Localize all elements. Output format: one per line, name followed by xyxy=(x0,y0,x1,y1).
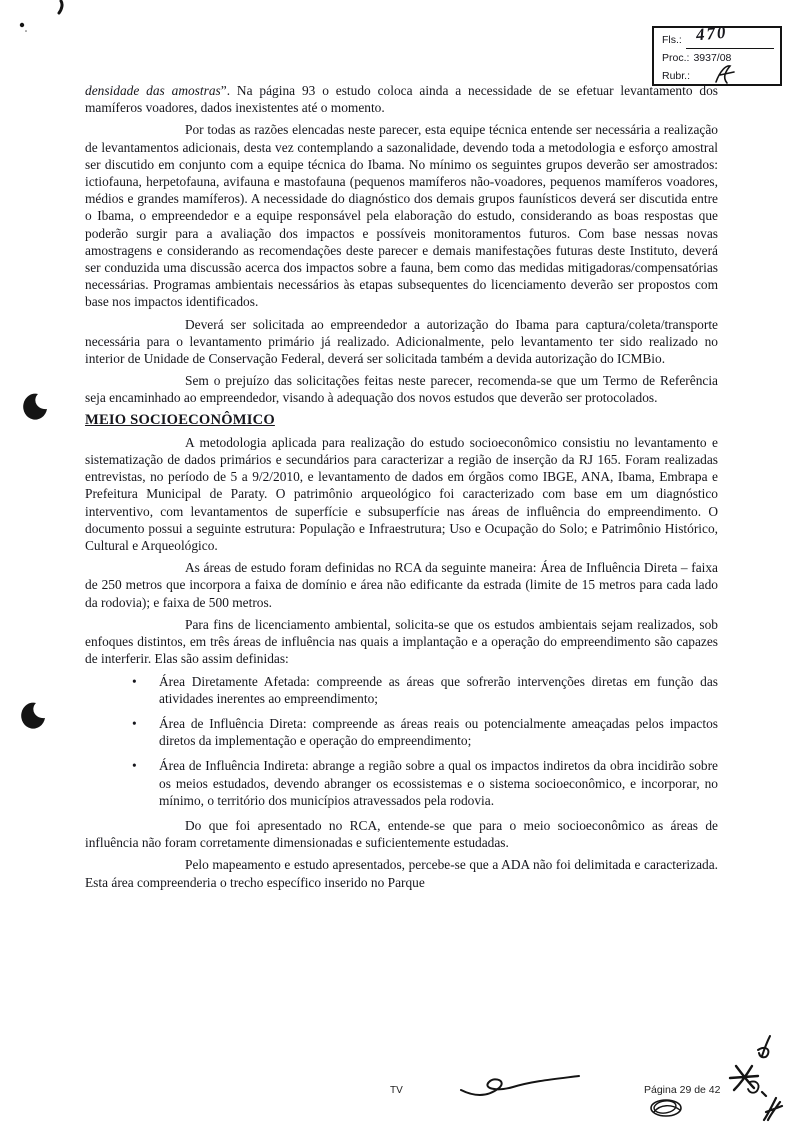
fls-underline xyxy=(686,22,774,49)
paragraph-metodologia-socioeconomica: A metodologia aplicada para realização do estudo socioeconômico consistiu no levantamento e sistematização de dados primários e secundários para caracterizar a região de inserção da RJ 165. Foram realizadas entrevistas, no período de 5 a 9/2/2010, e levantamento de dados em órgãos como IBGE, ANA, Ibama, Embrapa e Prefeitura Municipal de Paraty. O patrimônio arqueológico foi caracterizado com base em um diagnóstico interventivo, com levantamentos de superfície e subsuperfície nas áreas de influência do empreendimento. O documento possui a seguinte estrutura: População e Infraestrutura; Uso e Ocupação do Solo; e Patrimônio Histórico, Cultural e Arqueológico. xyxy=(85,434,718,554)
quoted-phrase: densidade das amostras xyxy=(85,83,221,98)
fls-label: Fls.: xyxy=(662,34,682,46)
fls-value-handwritten: 470 xyxy=(695,22,729,45)
paragraph-termo-referencia: Sem o prejuízo das solicitações feitas neste parecer, recomenda-se que um Termo de Referência seja encaminhado ao empreendedor, visando à adequação dos novos estudos que deverão ser protocolados. xyxy=(85,373,718,406)
paragraph-areas-estudo-rca: As áreas de estudo foram definidas no RCA da seguinte maneira: Área de Influência Direta – faixa de 250 metros que incorpora a faixa de domínio e área não edificante da estrada (limite de 15 metros para cada lado da rodovia); e faixa de 500 metros. xyxy=(85,560,718,610)
paragraph-areas-influencia-intro: Para fins de licenciamento ambiental, solicita-se que os estudos ambientais sejam realizados, sob enfoques distintos, em três áreas de influência nas quais a implantação e a operação do empreendimento são capazes de interferir. Elas são assim definidas: xyxy=(85,616,718,667)
rubr-label: Rubr.: xyxy=(662,70,691,82)
stamp-row-fls xyxy=(662,22,774,49)
handwritten-rubricas xyxy=(722,1032,798,1124)
footer-signature xyxy=(455,1068,585,1102)
proc-label: Proc.: xyxy=(662,52,690,64)
ink-speck xyxy=(17,20,31,34)
document-body xyxy=(85,82,718,896)
list-item-area-influencia-direta: • Área de Influência Direta: compreende as áreas reais ou potencialmente ameaçadas pelos impactos diretos da implementação e operação do empreendimento; xyxy=(159,715,718,749)
ink-speck xyxy=(52,0,72,16)
proc-value: 3937/08 xyxy=(693,52,732,64)
ink-blot-crescent xyxy=(21,701,47,731)
paragraph-continuation xyxy=(85,82,718,116)
paragraph-conclusao-rca: Do que foi apresentado no RCA, entende-se que para o meio socioeconômico as áreas de influência não foram corretamente dimensionadas e suficientemente estudadas. xyxy=(85,817,718,851)
page-indicator: Página 29 de 42 xyxy=(644,1084,721,1096)
areas-influencia-list xyxy=(85,673,718,809)
list-item-area-influencia-indireta: • Área de Influência Indireta: abrange a região sobre a qual os impactos indiretos da obra incidirão sobre os meios estudados, devendo abranger os ecossistemas e o sistema socioeconômico, e incorporar, no mínimo, o território dos municípios atravessados pela rodovia. xyxy=(159,757,718,809)
footer-initials: TV xyxy=(390,1085,403,1096)
ink-blot-crescent xyxy=(23,392,49,422)
paragraph-levantamentos-adicionais: Por todas as razões elencadas neste parecer, esta equipe técnica entende ser necessária a realização de levantamentos adicionais, desta vez contemplando a sazonalidade, devendo toda a metodologia e esforço amostral ser discutido em conjunto com a equipe técnica do Ibama. No mínimo os seguintes grupos deverão ser amostrados: ictiofauna, herpetofauna, avifauna e mastofauna (pequenos mamíferos não-voadores, pequenos mamíferos voadores, médios e grandes mamíferos). A necessidade do diagnóstico dos demais grupos faunísticos deverá ser discutida entre o Ibama, o empreendedor e a equipe responsável pela elaboração do estudo, considerando as boas respostas que poderão surgir para a avaliação dos impactos e possíveis monitoramentos futuros. Com base nessas novas amostragens e considerando as recomendações deste parecer e demais manifestações futuras deste Instituto, deverá ser conduzida uma discussão acerca dos impactos sobre a fauna, bem como das medidas mitigadoras/compensatórias necessárias. Programas ambientais necessários às etapas subsequentes do licenciamento deverão ser propostos com base nos impactos identificados. xyxy=(85,122,718,310)
stamp-box xyxy=(652,22,782,86)
section-heading-meio-socioeconomico: MEIO SOCIOECONÔMICO xyxy=(85,411,275,428)
list-item-area-diretamente-afetada: • Área Diretamente Afetada: compreende as áreas que sofrerão intervenções diretas em função das atividades inerentes ao empreendimento; xyxy=(159,673,718,707)
paragraph-ada-nao-delimitada: Pelo mapeamento e estudo apresentados, percebe-se que a ADA não foi delimitada e caracterizada. Esta área compreenderia o trecho específico inserido no Parque xyxy=(85,857,718,890)
scribble-stamp xyxy=(646,1096,688,1120)
paragraph-continuation-rest: ”. Na página 93 o estudo coloca ainda a necessidade de se efetuar levantamento dos mamíferos voadores, dados inexistentes até o momento. xyxy=(85,83,719,116)
paragraph-autorizacao-captura: Deverá ser solicitada ao empreendedor a autorização do Ibama para captura/coleta/transporte necessária para o levantamento primário já realizado. Adicionalmente, pelo levantamento ter sido realizado no interior de Unidade de Conservação Federal, deverá ser solicitada também a devida autorização do ICMBio. xyxy=(85,316,718,367)
